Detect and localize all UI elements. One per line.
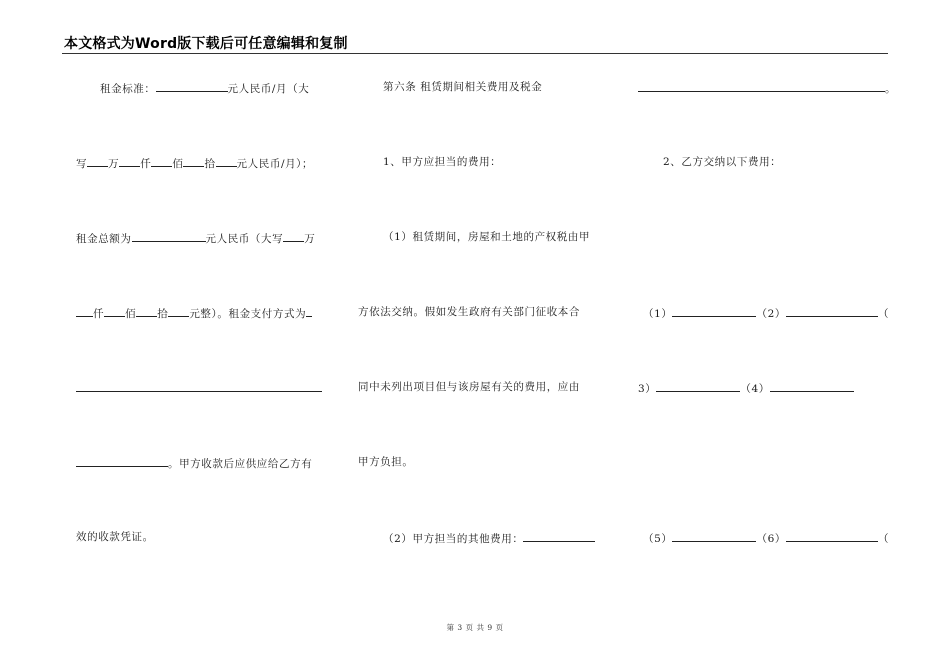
fee-item-5-blank[interactable] [672,530,756,542]
fee-item-4-blank[interactable] [770,380,854,392]
text-yuan-month: 元人民币/月）； [236,158,314,170]
text-total-bai: 佰 [125,308,137,320]
text-xie: 写 [76,158,88,170]
fee-item-1-label: （1） [643,308,673,320]
rent-payment-line [76,305,312,321]
text-wan: 万 [108,158,120,170]
rent-total-unit: 元人民币（大写 [205,233,284,245]
text-bai: 佰 [172,158,184,170]
party-a-fees-heading: 1、甲方应担当的费用： [383,156,502,168]
payment-method-blank-end[interactable] [76,455,168,467]
receipt-line [76,455,312,471]
text-total-wan: 万 [304,233,316,245]
fee-item-3-open: （ [877,308,890,320]
property-tax-text-2: 方依法交纳。假如发生政府有关部门征收本合 [358,306,580,318]
fee-item-7-open: （ [877,533,890,545]
blank-bai[interactable] [151,155,172,167]
blank-total-shi[interactable] [136,305,157,317]
text-total-qian: 仟 [93,308,105,320]
rent-standard-label: 租金标准： [100,83,156,95]
rent-standard-blank[interactable] [156,80,228,92]
rent-standard-line [100,80,309,96]
property-tax-text-4: 甲方负担。 [358,456,414,468]
fee-item-6-blank[interactable] [786,530,878,542]
article-six-blank-line [638,80,896,96]
blank-shi[interactable] [183,155,204,167]
rent-capital-line [76,155,313,171]
party-a-other-fees-label: （2）甲方担当的其他费用： [383,533,524,545]
rent-total-blank[interactable] [132,230,206,242]
fee-item-4-label: （4） [740,383,770,395]
party-b-fee-row-3 [643,530,889,546]
text-shi: 拾 [204,158,216,170]
blank-qian[interactable] [119,155,140,167]
article-six-blank[interactable] [638,80,885,92]
fee-item-6-label: （6） [756,533,786,545]
text-total-shi: 拾 [157,308,169,320]
article-six-title: 第六条 租赁期间相关费用及税金 [383,81,543,93]
rent-total-label: 租金总额为 [76,233,132,245]
property-tax-text-3: 同中未列出项目但与该房屋有关的费用，应由 [358,381,580,393]
blank-total-yuan[interactable] [168,305,189,317]
text-payment-method: 元整）。租金支付方式为 [189,308,307,320]
fee-item-1-blank[interactable] [672,305,756,317]
text-qian: 仟 [140,158,152,170]
fee-item-2-label: （2） [756,308,786,320]
party-b-fees-heading: 2、乙方交纳以下费用： [663,156,782,168]
party-b-fee-row-1 [643,305,889,321]
blank-total-qian[interactable] [76,305,93,317]
payment-method-blank[interactable] [76,380,322,392]
blank-wan[interactable] [87,155,108,167]
blank-yuan[interactable] [216,155,237,167]
receipt-voucher-line: 效的收款凭证。 [76,531,154,543]
payment-method-line [76,380,322,396]
party-b-fee-row-2 [638,380,854,396]
document-header-title: 本文格式为Word版下载后可任意编辑和复制 [64,36,348,52]
rent-total-line [76,230,315,246]
page-number-footer: 第 3 页 共 9 页 [446,623,504,632]
blank-total-bai[interactable] [104,305,125,317]
payment-method-blank-start[interactable] [306,305,312,317]
fee-item-3-blank[interactable] [656,380,740,392]
property-tax-text-1: （1）租赁期间，房屋和土地的产权税由甲 [383,231,591,243]
rent-standard-unit: 元人民币/月（大 [227,83,310,95]
fee-item-3-label: 3） [638,383,657,395]
blank-total-wan[interactable] [283,230,304,242]
party-a-other-fees-line [383,530,595,546]
fee-item-2-blank[interactable] [786,305,878,317]
party-a-other-fees-blank[interactable] [523,530,595,542]
fee-item-5-label: （5） [643,533,673,545]
receipt-text: 。甲方收款后应供应给乙方有 [168,458,313,470]
header-rule [62,53,888,54]
article-six-period: 。 [885,83,897,95]
